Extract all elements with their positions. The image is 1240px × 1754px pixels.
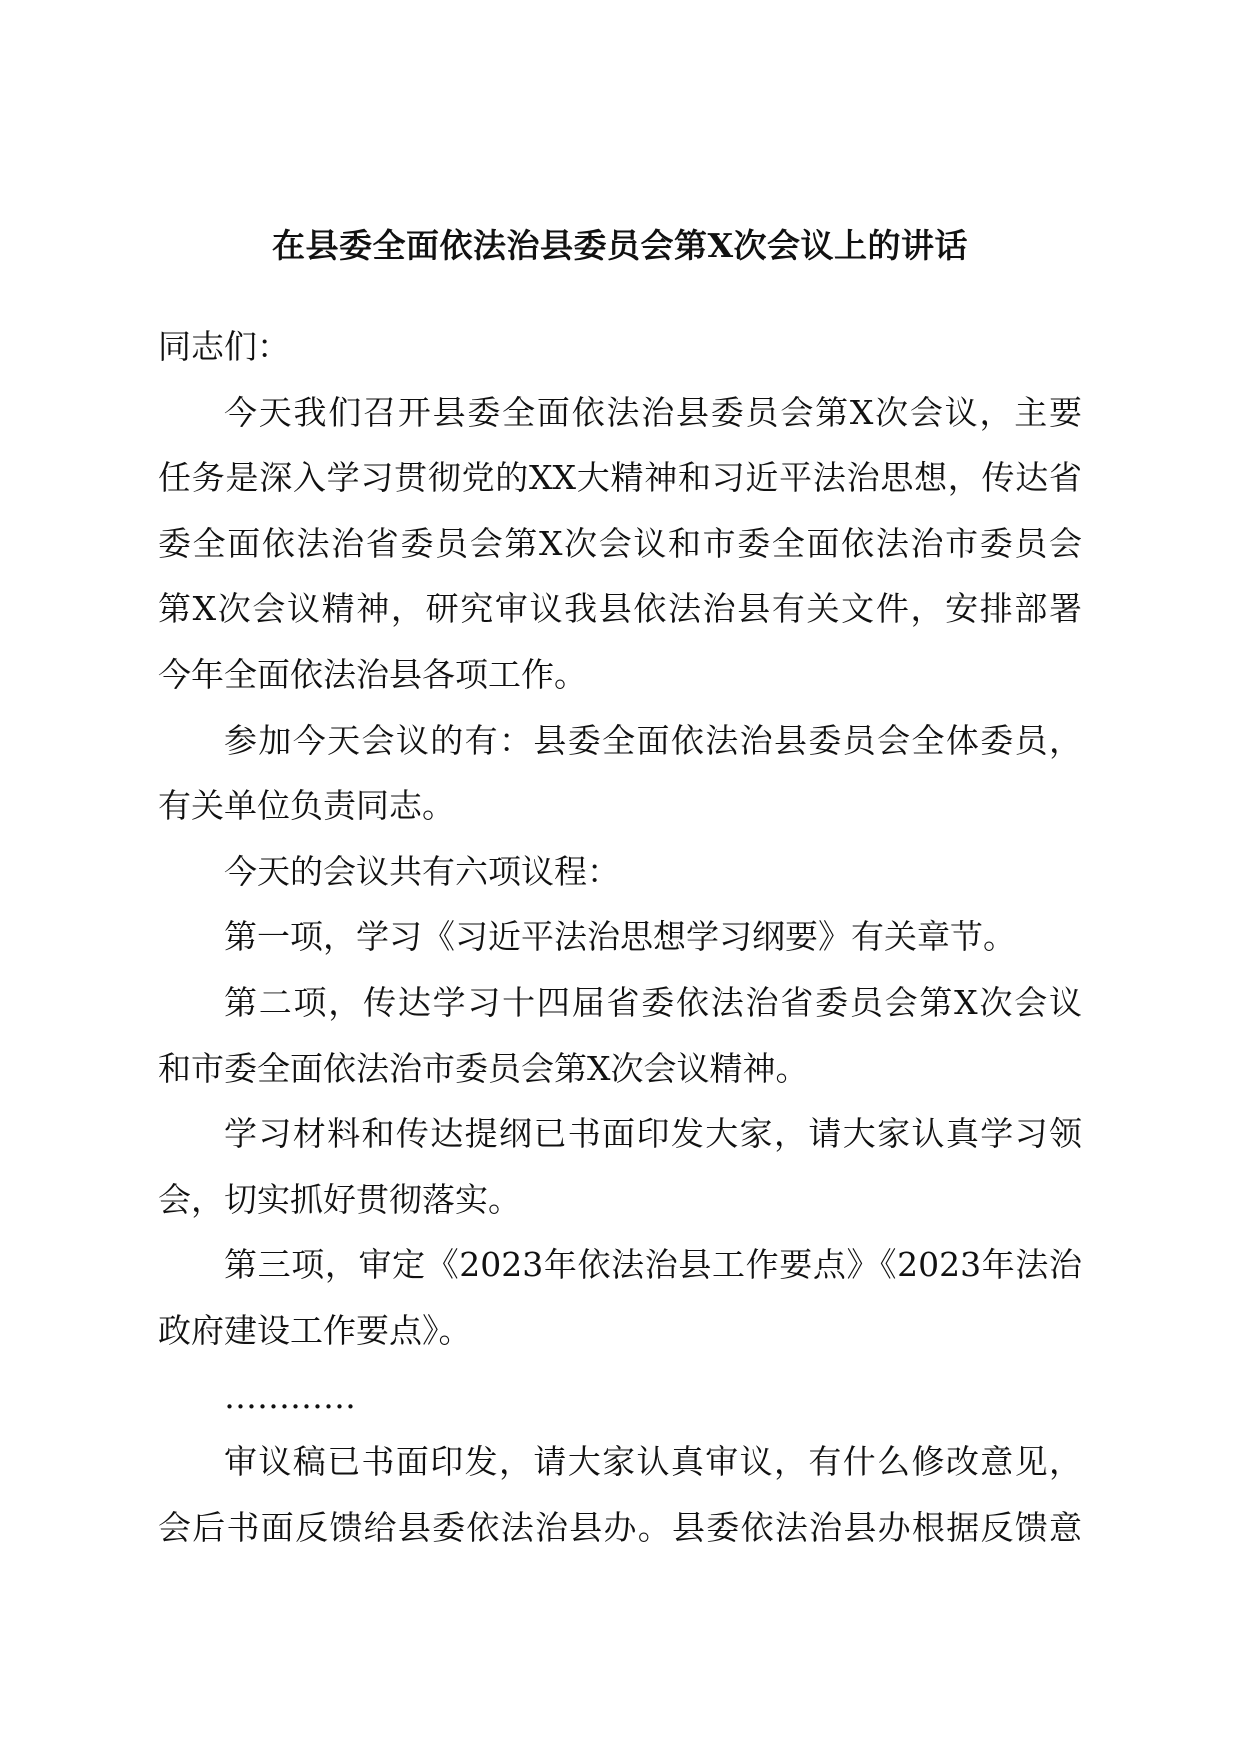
text-line: 第三项，审定《2023年依法治县工作要点》《2023年法治: [224, 1245, 1082, 1285]
text-line: 学习材料和传达提纲已书面印发大家，请大家认真学习领: [224, 1114, 1082, 1154]
text-line: 第二项，传达学习十四届省委依法治省委员会第X次会议: [224, 982, 1082, 1022]
text-line: 今天的会议共有六项议程：: [224, 851, 620, 891]
text-line: 有关单位负责同志。: [158, 786, 455, 826]
text-line: 政府建设工作要点》。: [158, 1310, 472, 1350]
text-line: 第一项，学习《习近平法治思想学习纲要》有关章节。: [224, 917, 1016, 957]
text-line: 参加今天会议的有：县委全面依法治县委员会全体委员，: [224, 720, 1082, 760]
salutation: 同志们：: [158, 327, 290, 366]
document-body: [158, 314, 1082, 1560]
text-line: 和市委全面依法治市委员会第X次会议精神。: [158, 1048, 809, 1088]
text-line: 第X次会议精神，研究审议我县依法治县有关文件，安排部署: [158, 589, 1082, 629]
paragraph-study-materials: [158, 1101, 1082, 1232]
paragraph-agenda-item-3: [158, 1232, 1082, 1363]
text-line: 今年全面依法治县各项工作。: [158, 654, 587, 694]
text-line: 会，切实抓好贯彻落实。: [158, 1179, 521, 1219]
paragraph-agenda-item-2: [158, 970, 1082, 1101]
paragraph-attendees: [158, 708, 1082, 839]
paragraph-agenda-intro: [158, 839, 1082, 905]
text-line: 会后书面反馈给县委依法治县办。县委依法治县办根据反馈意: [158, 1507, 1082, 1547]
paragraph-review-feedback: [158, 1429, 1082, 1560]
paragraph-agenda-item-1: [158, 904, 1082, 970]
document-title: 在县委全面依法治县委员会第X次会议上的讲话: [271, 226, 969, 265]
paragraph-opening: [158, 380, 1082, 708]
text-line: 委全面依法治省委员会第X次会议和市委全面依法治市委员会: [158, 523, 1082, 563]
text-line: 今天我们召开县委全面依法治县委员会第X次会议，主要: [224, 392, 1082, 432]
text-line: 任务是深入学习贯彻党的XX大精神和习近平法治思想，传达省: [158, 458, 1082, 498]
paragraph-ellipsis: [158, 1364, 1082, 1430]
ellipsis-line: …………: [224, 1376, 356, 1416]
text-line: 审议稿已书面印发，请大家认真审议，有什么修改意见，: [224, 1442, 1082, 1482]
